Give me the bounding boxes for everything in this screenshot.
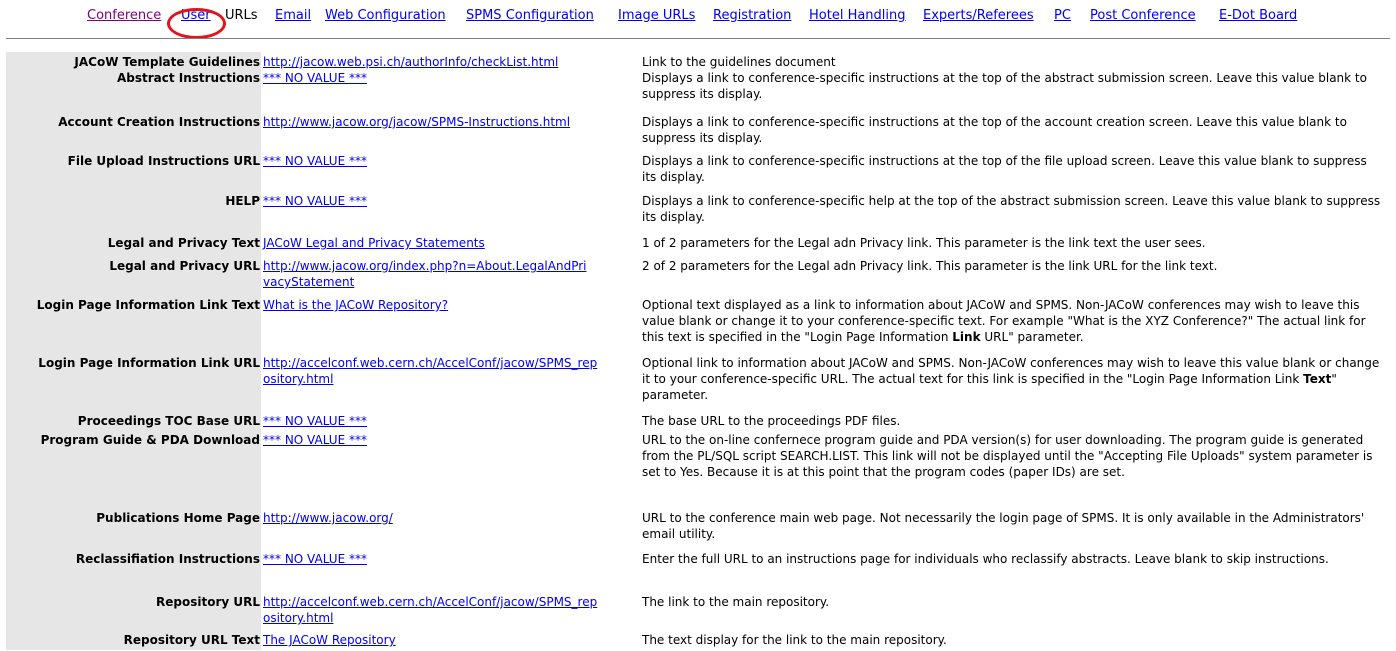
nav-link-email[interactable]: Email <box>275 8 312 23</box>
nav-link-image-urls[interactable]: Image URLs <box>618 8 696 23</box>
header-divider <box>6 38 1390 39</box>
param-label: Abstract Instructions <box>116 71 260 85</box>
param-description: URL to the on-line confernece program guide and PDA version(s) for user downloading. The program guide is generated from the PL/SQL script SEARCH.LIST. This link will not be displayed until the "Accepting File Uploads" system parameter is set to Yes. Because it is at this point that the program codes (paper IDs) are set. <box>642 433 1373 479</box>
nav-link-registration[interactable]: Registration <box>713 8 792 23</box>
param-value-link[interactable]: http://www.jacow.org/jacow/SPMS-Instructions.html <box>263 115 571 129</box>
param-label: Program Guide & PDA Download <box>40 433 260 447</box>
param-value-link[interactable]: What is the JACoW Repository? <box>263 298 449 312</box>
param-label: HELP <box>225 194 260 208</box>
param-value-link[interactable]: http://www.jacow.org/index.php?n=About.LegalAndPrivacyStatement <box>263 259 587 289</box>
param-description: Enter the full URL to an instructions page for individuals who reclassify abstracts. Leave blank to skip instructions. <box>642 552 1329 566</box>
nav-link-pc[interactable]: PC <box>1054 8 1071 23</box>
param-label: Legal and Privacy URL <box>109 259 260 273</box>
param-value-link[interactable]: The JACoW Repository <box>263 633 396 647</box>
top-navigation <box>0 7 1396 27</box>
param-label: Publications Home Page <box>96 511 260 525</box>
param-label: Legal and Privacy Text <box>107 236 260 250</box>
param-value-link[interactable]: http://jacow.web.psi.ch/authorInfo/checkList.html <box>263 55 559 69</box>
nav-link-e-dot-board[interactable]: E-Dot Board <box>1219 8 1298 23</box>
param-description: Displays a link to conference-specific instructions at the top of the file upload screen. Leave this value blank to suppress its display. <box>642 154 1367 184</box>
nav-link-user[interactable]: User <box>181 8 211 23</box>
param-value-link[interactable]: http://www.jacow.org/ <box>263 511 393 525</box>
param-label: Repository URL <box>156 595 260 609</box>
param-label: Proceedings TOC Base URL <box>77 414 260 428</box>
param-description: URL to the conference main web page. Not necessarily the login page of SPMS. It is only available in the Administrators' email utility. <box>642 511 1365 541</box>
nav-link-post-conference[interactable]: Post Conference <box>1090 8 1196 23</box>
param-value-link[interactable]: *** NO VALUE *** <box>263 194 367 208</box>
param-value-link[interactable]: *** NO VALUE *** <box>263 552 367 566</box>
nav-link-spms-configuration[interactable]: SPMS Configuration <box>466 8 594 23</box>
param-description: Optional link to information about JACoW and SPMS. Non-JACoW conferences may wish to leave this value blank or change it to your conference-specific URL. The actual text for this link is specified in the "Login Page Information Link Text" parameter. <box>642 356 1380 402</box>
param-label: Account Creation Instructions <box>58 115 260 129</box>
param-description: Link to the guidelines document <box>642 55 836 69</box>
param-value-link[interactable]: *** NO VALUE *** <box>263 414 367 428</box>
param-value-link[interactable]: JACoW Legal and Privacy Statements <box>263 236 485 250</box>
param-description: 2 of 2 parameters for the Legal adn Privacy link. This parameter is the link URL for the link text. <box>642 259 1218 273</box>
param-label: File Upload Instructions URL <box>67 154 260 168</box>
param-value-link[interactable]: *** NO VALUE *** <box>263 154 367 168</box>
param-description: The link to the main repository. <box>642 595 830 609</box>
param-description: The text display for the link to the main repository. <box>642 633 947 647</box>
param-description: Optional text displayed as a link to information about JACoW and SPMS. Non-JACoW conferences may wish to leave this value blank or change it to your conference-specific text. For example "What is the XYZ Conference?" The actual link for this text is specified in the "Login Page Information Link URL" parameter. <box>642 298 1366 344</box>
nav-link-web-configuration[interactable]: Web Configuration <box>325 8 446 23</box>
nav-current-urls: URLs <box>225 8 258 23</box>
param-label: Reclassifiation Instructions <box>75 552 260 566</box>
nav-link-experts-referees[interactable]: Experts/Referees <box>923 8 1034 23</box>
param-value-link[interactable]: http://accelconf.web.cern.ch/AccelConf/jacow/SPMS_repository.html <box>263 356 598 386</box>
param-label: Login Page Information Link Text <box>36 298 260 312</box>
param-description: Displays a link to conference-specific help at the top of the abstract submission screen. Leave this value blank to suppress its display. <box>642 194 1381 224</box>
param-label: JACoW Template Guidelines <box>74 55 260 69</box>
param-value-link[interactable]: *** NO VALUE *** <box>263 71 367 85</box>
param-description: Displays a link to conference-specific instructions at the top of the account creation screen. Leave this value blank to suppress its display. <box>642 115 1347 145</box>
param-value-link[interactable]: *** NO VALUE *** <box>263 433 367 447</box>
nav-link-conference[interactable]: Conference <box>87 8 162 23</box>
param-label: Login Page Information Link URL <box>38 356 260 370</box>
param-description: 1 of 2 parameters for the Legal adn Privacy link. This parameter is the link text the user sees. <box>642 236 1206 250</box>
param-description: The base URL to the proceedings PDF files. <box>642 414 901 428</box>
nav-link-hotel-handling[interactable]: Hotel Handling <box>809 8 906 23</box>
param-label: Repository URL Text <box>123 633 260 647</box>
param-description: Displays a link to conference-specific instructions at the top of the abstract submission screen. Leave this value blank to suppress its display. <box>642 71 1367 101</box>
param-value-link[interactable]: http://accelconf.web.cern.ch/AccelConf/jacow/SPMS_repository.html <box>263 595 598 625</box>
